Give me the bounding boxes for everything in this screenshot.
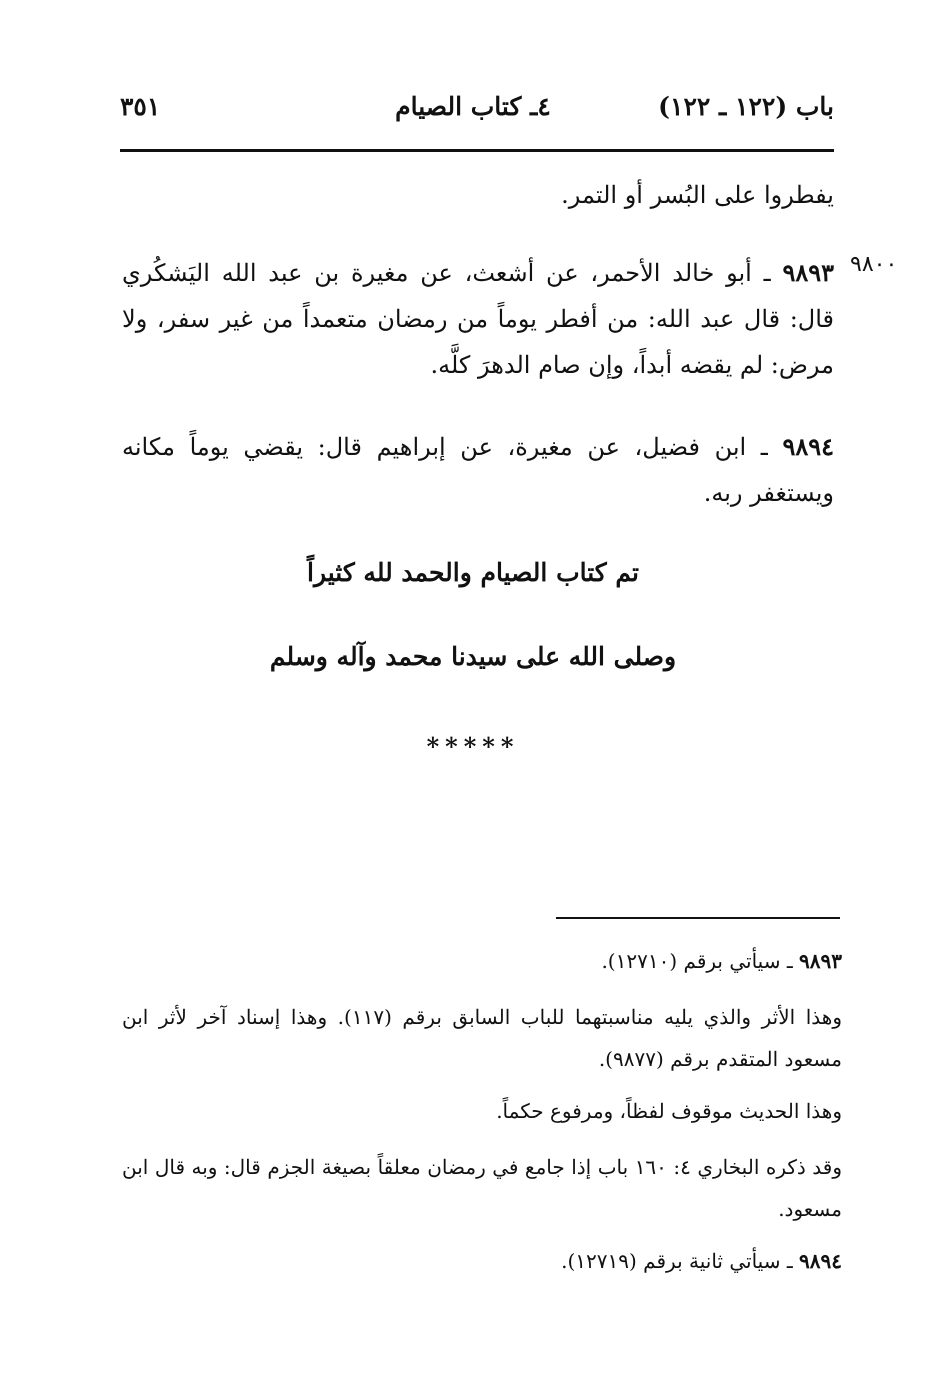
stars-divider: ***** — [426, 732, 520, 761]
footnote-text: ـ سيأتي برقم (١٢٧١٠). — [601, 949, 800, 973]
footnote-rule — [556, 917, 840, 919]
hadith-text: ـ أبو خالد الأحمر، عن أشعث، عن مغيرة بن عبد الله اليَشكُري قال: قال عبد الله: من أفطر يوماً من رمضان متعمداً من غير سفر، ولا مرض: لم يقضه أبداً، وإن صام الدهرَ كلَّه. — [122, 259, 835, 379]
footnote-number: ٩٨٩٣ — [799, 949, 842, 973]
hadith-number: ٩٨٩٤ — [782, 432, 834, 461]
hadith-9894 — [122, 424, 834, 516]
page-number: ٣٥١ — [120, 92, 161, 121]
footnote-text: ـ سيأتي ثانية برقم (١٢٧١٩). — [561, 1249, 800, 1273]
hadith-9893 — [122, 250, 834, 388]
margin-number: ٩٨٠٠ — [850, 252, 898, 277]
hadith-number: ٩٨٩٣ — [782, 258, 834, 287]
footnote-paragraph-2: وهذا الحديث موقوف لفظاً، ومرفوع حكماً. — [496, 1099, 842, 1123]
header-rule — [120, 149, 834, 152]
footnote-paragraph-1: وهذا الأثر والذي يليه مناسبتهما للباب السابق برقم (١١٧). وهذا إسناد آخر لأثر ابن مسعود المتقدم برقم (٩٨٧٧). — [122, 1005, 842, 1071]
continuation-text: يفطروا على البُسر أو التمر. — [561, 181, 834, 209]
footnote-9893 — [122, 940, 842, 982]
closing-line-2: وصلى الله على سيدنا محمد وآله وسلم — [269, 642, 677, 671]
header-bab: باب (١٢٢ ـ ١٢٢) — [658, 92, 834, 121]
hadith-text: ـ ابن فضيل، عن مغيرة، عن إبراهيم قال: يقضي يوماً مكانه ويستغفر ربه. — [122, 433, 834, 507]
footnote-number: ٩٨٩٤ — [799, 1249, 842, 1273]
closing-line-1: تم كتاب الصيام والحمد لله كثيراً — [307, 558, 639, 587]
footnote-paragraph-3: وقد ذكره البخاري ٤: ١٦٠ باب إذا جامع في رمضان معلقاً بصيغة الجزم قال: وبه قال ابن مسعود. — [122, 1155, 842, 1221]
footnote-9894 — [122, 1240, 842, 1282]
header-kitab: ٤ـ كتاب الصيام — [395, 92, 551, 121]
